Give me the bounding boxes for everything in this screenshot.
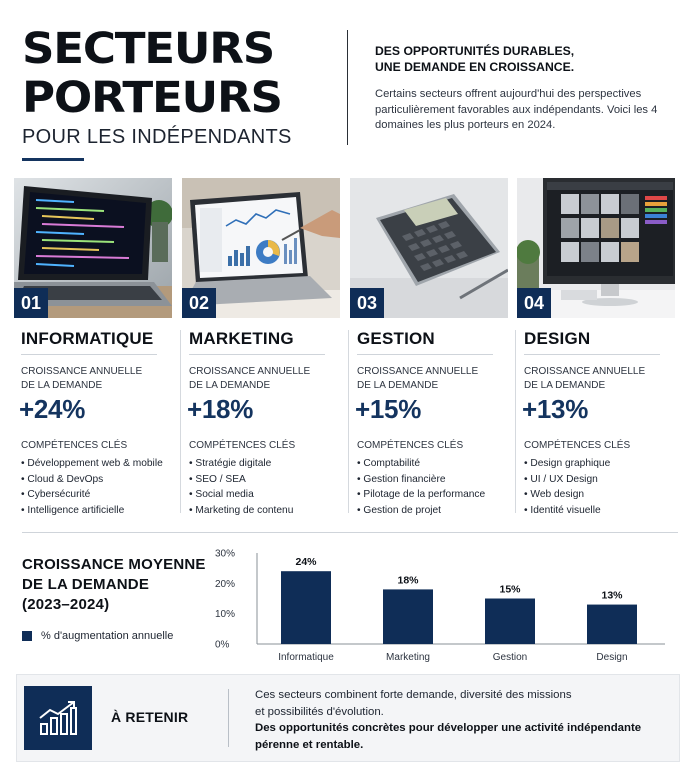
title-line-2: PORTEURS [22,73,282,123]
chart-title [22,555,222,615]
sector-card-gestion [350,178,508,518]
sector-name: GESTION [357,329,435,348]
chart-legend [22,630,173,642]
key-takeaway-bold-line-1: Des opportunités concrètes pour développer une activité indépendante [255,722,642,734]
key-takeaway-bold [255,720,655,737]
key-takeaway-divider [228,689,229,747]
sector-divider [189,354,325,355]
growth-value: +15% [355,394,422,424]
skill-item: • Design graphique [524,456,674,472]
sector-separator [180,330,181,513]
sector-name: INFORMATIQUE [21,329,154,348]
skills-label: COMPÉTENCES CLÉS [524,440,631,451]
y-tick-label: 0% [215,639,230,651]
skill-item: • Intelligence artificielle [21,503,171,519]
growth-value: +24% [19,394,86,424]
growth-label-line-1: CROISSANCE ANNUELLE [189,366,311,377]
bar-value-label: 13% [601,589,623,602]
bar [587,605,637,644]
skills-list [189,456,339,518]
bar [281,571,331,644]
growth-value: +13% [522,394,589,424]
growth-value: +18% [187,394,254,424]
skill-item: • Marketing de contenu [189,503,339,519]
growth-label-line-1: CROISSANCE ANNUELLE [21,366,143,377]
skill-item: • Cloud & DevOps [21,472,171,488]
growth-label-line-2: DE LA DEMANDE [189,380,271,391]
skills-label: COMPÉTENCES CLÉS [357,440,464,451]
bar-chart [215,545,675,667]
key-takeaway-line-2: et possibilités d'évolution. [255,705,384,718]
sector-separator [515,330,516,513]
sector-number: 03 [350,288,384,318]
skill-item: • Gestion financière [357,472,507,488]
key-takeaway-line-1: Ces secteurs combinent forte demande, diversité des missions [255,689,572,701]
header-divider [347,30,348,145]
intro-heading-line-2: UNE DEMANDE EN CROISSANCE. [375,60,575,74]
skills-label: COMPÉTENCES CLÉS [21,440,128,451]
skills-list [21,456,171,518]
growth-label-line-1: CROISSANCE ANNUELLE [524,366,646,377]
title-line-1: SECTEURS [22,24,275,74]
growth-label-line-2: DE LA DEMANDE [524,380,606,391]
key-takeaway-bold-2 [255,737,655,754]
chart-title-line-1: CROISSANCE MOYENNE [22,556,206,573]
y-tick-label: 30% [215,548,236,560]
sector-number: 02 [182,288,216,318]
bar-value-label: 15% [499,583,521,596]
skill-item: • Comptabilité [357,456,507,472]
bar-value-label: 24% [295,556,317,569]
skill-item: • Web design [524,487,674,503]
legend-label: % d'augmentation annuelle [41,630,174,642]
skill-item: • Stratégie digitale [189,456,339,472]
chart-title-line-2: DE LA DEMANDE [22,576,150,593]
key-takeaway-box [16,674,680,762]
x-tick-label: Design [596,652,628,663]
x-tick-label: Informatique [278,652,334,663]
skill-item: • Pilotage de la performance [357,487,507,503]
skill-item: • Social media [189,487,339,503]
sector-name: DESIGN [524,329,591,348]
legend-swatch [22,631,32,641]
sector-number: 04 [517,288,551,318]
sector-number: 01 [14,288,48,318]
sector-separator [348,330,349,513]
growth-label [357,365,507,393]
skill-item: • Identité visuelle [524,503,674,519]
skill-item: • UI / UX Design [524,472,674,488]
intro-heading-line-1: DES OPPORTUNITÉS DURABLES, [375,44,575,58]
y-tick-label: 20% [215,578,236,590]
skill-item: • SEO / SEA [189,472,339,488]
x-tick-label: Gestion [492,652,528,663]
section-divider [22,532,678,533]
growth-label [21,365,171,393]
sector-card-informatique [14,178,172,518]
sector-name: MARKETING [189,329,294,348]
bar [485,599,535,645]
sector-divider [524,354,660,355]
title-underline [22,158,84,161]
intro-body: Certains secteurs offrent aujourd'hui des perspectives particulièrement favorables aux indépendants. Voici les 4 domaines les plus porteurs en 2024. [375,88,658,131]
growth-label-line-2: DE LA DEMANDE [357,380,439,391]
skills-list [524,456,674,518]
growth-label-line-1: CROISSANCE ANNUELLE [357,366,479,377]
bar-value-label: 18% [397,574,419,587]
skill-item: • Gestion de projet [357,503,507,519]
skills-list [357,456,507,518]
x-tick-label: Marketing [386,652,430,663]
y-tick-label: 10% [215,609,236,621]
sector-divider [357,354,493,355]
growth-label-line-2: DE LA DEMANDE [21,380,103,391]
chart-title-line-3: (2023–2024) [22,596,110,613]
skills-label: COMPÉTENCES CLÉS [189,440,296,451]
sector-card-design [517,178,675,518]
growth-label [524,365,674,393]
intro-heading [375,43,675,75]
skill-item: • Cybersécurité [21,487,171,503]
sector-card-marketing [182,178,340,518]
key-takeaway-bold-line-2: pérenne et rentable. [255,738,364,751]
growth-chart-icon [24,686,92,750]
growth-label [189,365,339,393]
subtitle: POUR LES INDÉPENDANTS [22,126,292,148]
skill-item: • Développement web & mobile [21,456,171,472]
key-takeaway-title: À RETENIR [111,709,189,725]
bar [383,589,433,644]
key-takeaway-text [255,687,655,753]
sector-divider [21,354,157,355]
